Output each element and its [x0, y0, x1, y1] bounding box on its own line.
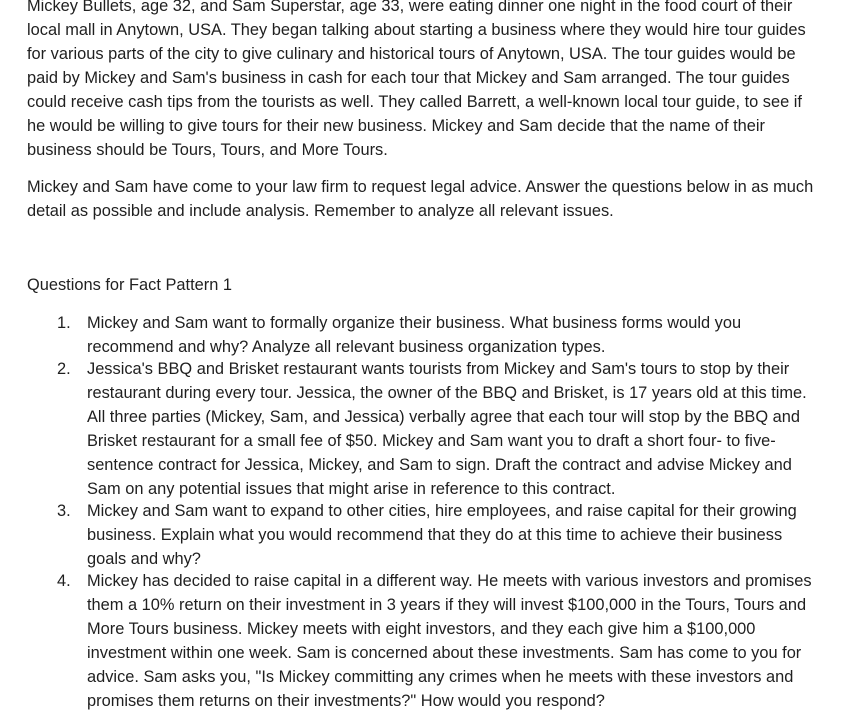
question-number: 3. — [57, 502, 71, 520]
question-number: 2. — [57, 360, 71, 378]
question-text: Mickey has decided to raise capital in a different way. He meets with various investors and promises them a 10% return on their investment in 3 years if they will invest $100,000 in the Tours, Tours and More Tours business. Mickey meets with eight investors, and they each give him a $100,000 investment within one week. Sam is concerned about these investments. Sam has come to you for advice. Sam asks you, "Is Mickey committing any crimes when he meets with these investors and promises them returns on their investments?" How would you respond? — [87, 572, 812, 710]
question-item-2 — [27, 357, 817, 501]
question-number: 4. — [57, 572, 71, 590]
question-number: 1. — [57, 314, 71, 332]
question-item-1 — [27, 311, 817, 359]
question-text: Mickey and Sam want to formally organize their business. What business forms would you recommend and why? Analyze all relevant business organization types. — [87, 314, 742, 356]
document-page — [27, 0, 817, 711]
questions-heading: Questions for Fact Pattern 1 — [27, 276, 232, 294]
fact-pattern-paragraph: Mickey Bullets, age 32, and Sam Superstar, age 33, were eating dinner one night in the food court of their local mall in Anytown, USA. They began talking about starting a business where they would hire tour guides for various parts of the city to give culinary and historical tours of Anytown, USA. The tour guides would be paid by Mickey and Sam's business in cash for each tour that Mickey and Sam arranged. The tour guides could receive cash tips from the tourists as well. They called Barrett, a well-known local tour guide, to see if he would be willing to give tours for their new business. Mickey and Sam decide that the name of their business should be Tours, Tours, and More Tours. — [27, 0, 806, 159]
question-text: Mickey and Sam want to expand to other cities, hire employees, and raise capital for their growing business. Explain what you would recommend that they do at this time to achieve their business goals and why? — [87, 502, 797, 568]
question-item-3 — [27, 499, 817, 571]
question-item-4 — [27, 569, 817, 713]
question-text: Jessica's BBQ and Brisket restaurant wants tourists from Mickey and Sam's tours to stop by their restaurant during every tour. Jessica, the owner of the BBQ and Brisket, is 17 years old at this time. All three parties (Mickey, Sam, and Jessica) verbally agree that each tour will stop by the BBQ and Brisket restaurant for a small fee of $50. Mickey and Sam want you to draft a short four- to five-sentence contract for Jessica, Mickey, and Sam to sign. Draft the contract and advise Mickey and Sam on any potential issues that might arise in reference to this contract. — [87, 360, 807, 498]
instructions-paragraph: Mickey and Sam have come to your law firm to request legal advice. Answer the questions below in as much detail as possible and include analysis. Remember to analyze all relevant issues. — [27, 178, 814, 220]
questions-list — [27, 311, 817, 713]
